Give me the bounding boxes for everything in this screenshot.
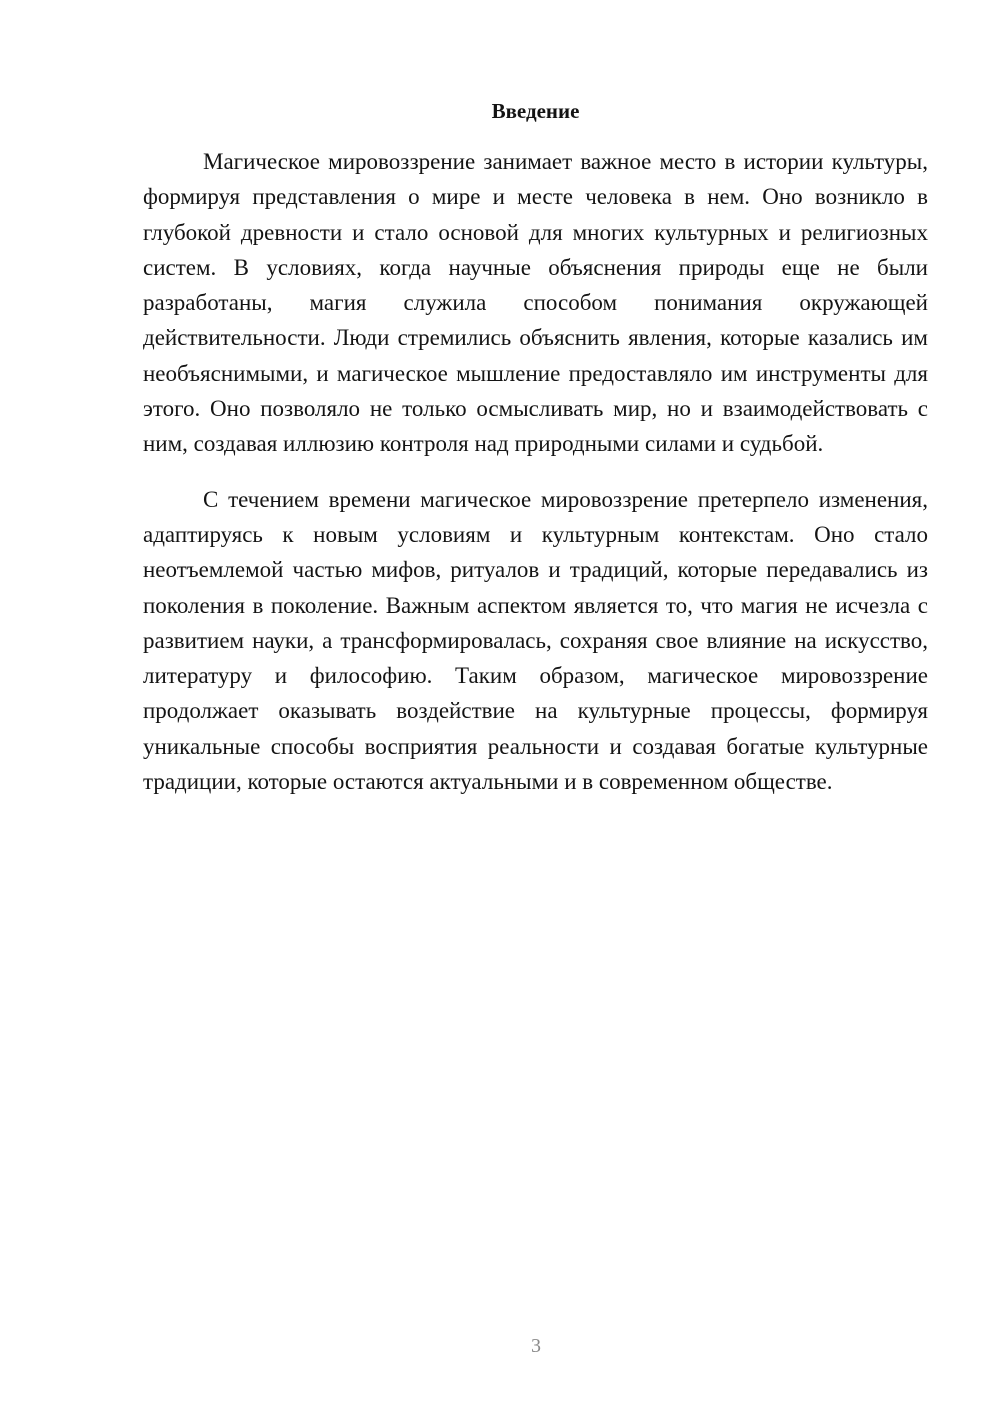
section-title: Введение — [491, 99, 580, 123]
page-content — [143, 96, 928, 799]
paragraph-1: Магическое мировоззрение занимает важное место в истории культуры, формируя представления о мире и месте человека в нем. Оно возникло в глубокой древности и стало основой для многих культурных и религиозных систем. В условиях, когда научные объяснения природы еще не были разработаны, магия служила способом понимания окружающей действительности. Люди стремились объяснить явления, которые казались им необъяснимыми, и магическое мышление предоставляло им инструменты для этого. Оно позволяло не только осмысливать мир, но и взаимодействовать с ним, создавая иллюзию контроля над природными силами и судьбой. — [143, 149, 928, 457]
paragraph-2: С течением времени магическое мировоззрение претерпело изменения, адаптируясь к новым условиям и культурным контекстам. Оно стало неотъемлемой частью мифов, ритуалов и традиций, которые передавались из поколения в поколение. Важным аспектом является то, что магия не исчезла с развитием науки, а трансформировалась, сохраняя свое влияние на искусство, литературу и философию. Таким образом, магическое мировоззрение продолжает оказывать воздействие на культурные процессы, формируя уникальные способы восприятия реальности и создавая богатые культурные традиции, которые остаются актуальными и в современном обществе. — [143, 486, 928, 795]
page-number: 3 — [531, 1335, 541, 1357]
